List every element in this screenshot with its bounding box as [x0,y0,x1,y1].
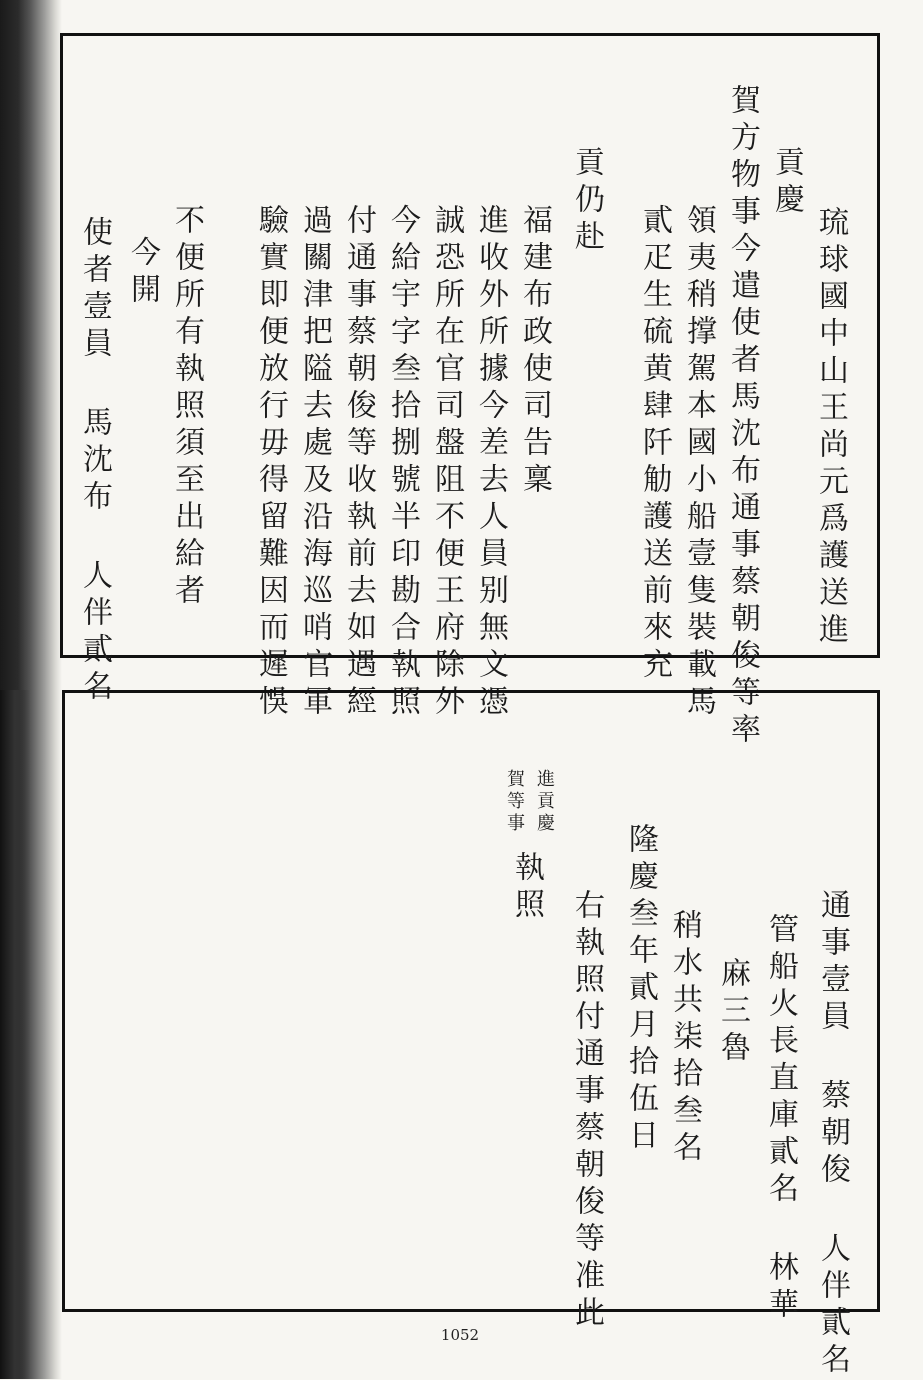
page-number: 1052 [440,1326,480,1344]
text-column-23: 執照 [509,851,544,925]
text-column-9: 誠恐所在官司盤阻不便王府除外 [429,204,464,722]
text-column-20: 稍水共柒拾叁名 [667,909,702,1168]
text-column-22: 右執照付通事蔡朝俊等准此 [569,889,604,1333]
text-column-11: 付通事蔡朝俊等收執前去如遇經 [341,204,376,722]
text-column-3: 賀方物事今遣使者馬沈布通事蔡朝俊等率 [725,84,760,750]
document-panel-upper [60,33,880,750]
text-column-21: 隆慶叁年貳月拾伍日 [623,823,658,1156]
text-column-8: 進收外所據今差去人員别無文憑 [473,204,508,722]
text-column-6: 貢仍赴 [569,146,604,257]
text-column-12: 過關津把隘去處及沿海巡哨官軍 [297,204,332,722]
text-column-19: 麻三魯 [715,957,750,1068]
text-column-4: 領夷稍撑駕本國小船壹隻裝載馬 [681,204,716,722]
text-column-5: 貳疋生硫黄肆阡觔護送前來充 [637,204,672,685]
text-column-17: 通事壹員 蔡朝俊 人伴貳名 [815,889,850,1380]
text-column-7: 福建布政使司告稟 [517,204,552,500]
text-column-24: 進貢慶 [534,769,555,835]
text-column-2: 貢慶 [769,146,804,220]
text-column-14: 不便所有執照須至出給者 [169,204,204,611]
text-column-25: 賀等事 [504,769,525,835]
text-column-1: 琉球國中山王尚元爲護送進 [813,206,848,650]
text-column-16: 使者壹員 馬沈布 人伴貳名 [77,216,112,707]
book-gutter-shadow-lower [0,690,30,1379]
text-column-18: 管船火長直庫貳名 林華 [763,913,798,1325]
text-column-13: 驗實即便放行毋得留難因而遲悞 [253,204,288,722]
text-column-10: 今給宇字叁拾捌號半印勘合執照 [385,204,420,722]
text-column-15: 今開 [125,236,160,310]
